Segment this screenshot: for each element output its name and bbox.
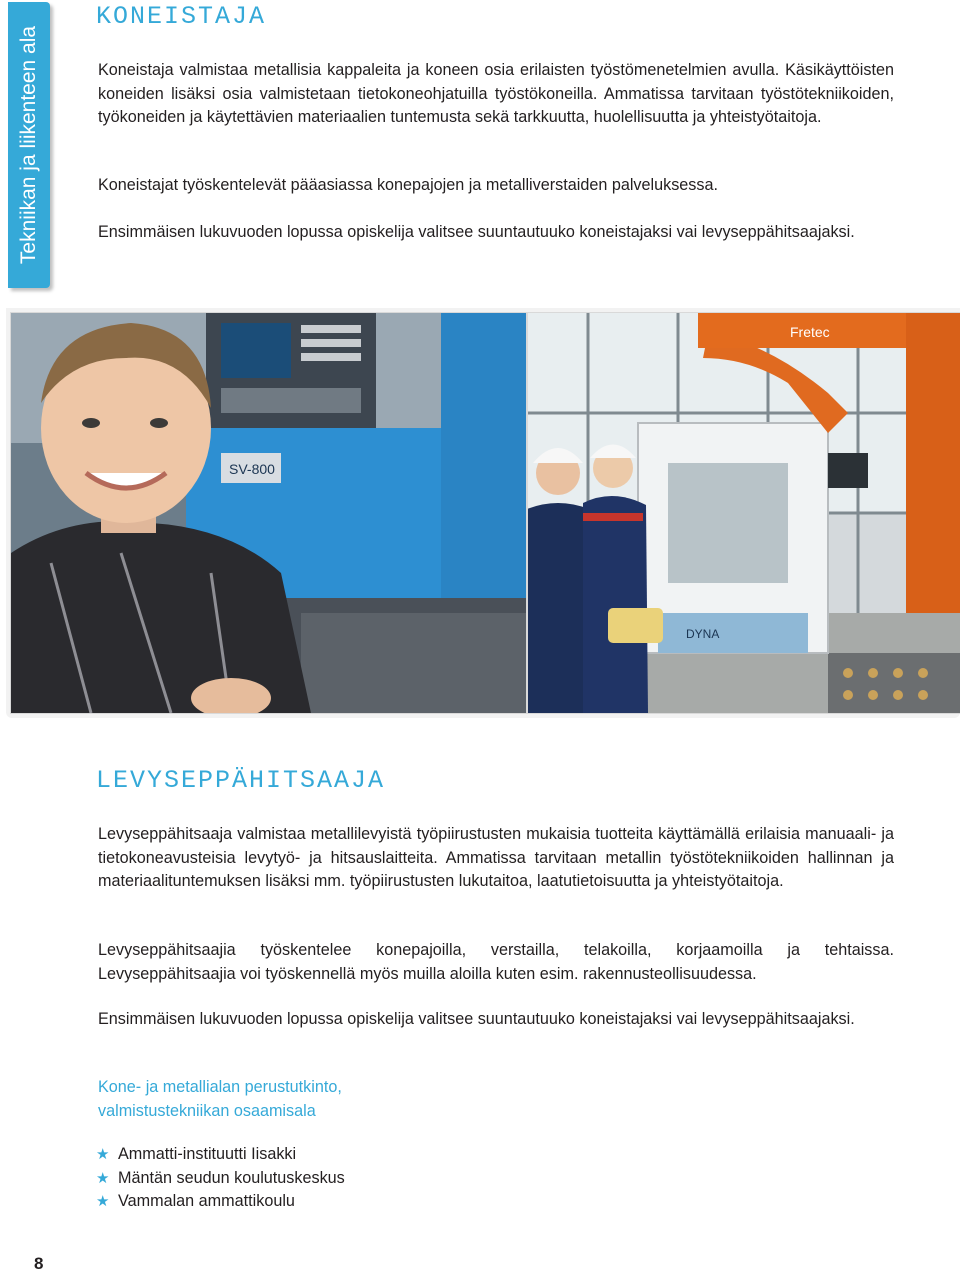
side-tab-label: Tekniikan ja liikenteen ala [17,25,40,265]
school-name: Vammalan ammattikoulu [118,1192,295,1210]
robot-brand-label: Fretec [790,324,830,340]
degree-title-line-2: valmistustekniikan osaamisala [98,1101,316,1120]
student-cnc-photo [10,312,527,714]
machine-label-left: SV-800 [229,461,275,477]
list-item [96,1167,345,1191]
school-name: Mäntän seudun koulutuskeskus [118,1168,345,1187]
school-name: Ammatti-instituutti Iisakki [118,1145,297,1163]
star-icon: ★ [96,1169,110,1187]
list-item [96,1143,345,1167]
levyseppahitsaaja-heading: LEVYSEPPÄHITSAAJA [96,766,386,795]
robot-lab-photo [527,312,960,714]
degree-title-line-1: Kone- ja metallialan perustutkinto, [98,1078,342,1096]
koneistaja-heading: KONEISTAJA [96,2,267,31]
list-item [96,1190,345,1214]
koneistaja-paragraph-2: Koneistajat työskentelevät pääasiassa konepajojen ja metalliverstaiden palveluksessa. [98,176,718,194]
koneistaja-paragraph-1: Koneistaja valmistaa metallisia kappaleita ja koneen osia erilaisten työstömenetelmien avulla. Käsikäyttöisten koneiden lisäksi osia valmistetaan tietokoneohjatuilla työstökoneilla. Ammatissa tarvitaan työstötekniikoiden, työkoneiden ja käytettävien materiaalien tuntemusta sekä tarkkuutta, huolellisuutta ja yhteistyötaitoja. [98,61,894,126]
levyseppahitsaaja-paragraph-1: Levyseppähitsaaja valmistaa metallilevyistä työpiirustusten mukaisia tuotteita käyttämällä erilaisia manuaali- ja tietokoneavusteisia levytyö- ja hitsauslaitteita. Ammatissa tarvitaan metallin työstötekniikoiden hallinnan ja materiaalituntemuksen lisäksi mm. työpiirustusten lukutaitoa, laatutietoisuutta ja yhteistyötaitoja. [98,825,894,890]
section-side-tab [8,2,50,288]
school-list [96,1143,345,1214]
koneistaja-paragraph-3: Ensimmäisen lukuvuoden lopussa opiskelija valitsee suuntautuuko koneistajaksi vai levyseppähitsaajaksi. [98,223,855,241]
machine-label-right: DYNA [686,627,720,641]
levyseppahitsaaja-paragraph-2: Levyseppähitsaajia työskentelee konepajoilla, verstailla, telakoilla, korjaamoilla ja tehtaissa. Levyseppähitsaajia voi työskennellä myös muilla aloilla kuten esim. rakennusteollisuudessa. [98,941,894,983]
degree-title [98,1076,342,1123]
star-icon: ★ [96,1146,110,1163]
star-icon: ★ [96,1193,110,1210]
levyseppahitsaaja-paragraph-3: Ensimmäisen lukuvuoden lopussa opiskelija valitsee suuntautuuko koneistajaksi vai levyseppähitsaajaksi. [98,1010,855,1028]
page-number: 8 [34,1254,44,1273]
